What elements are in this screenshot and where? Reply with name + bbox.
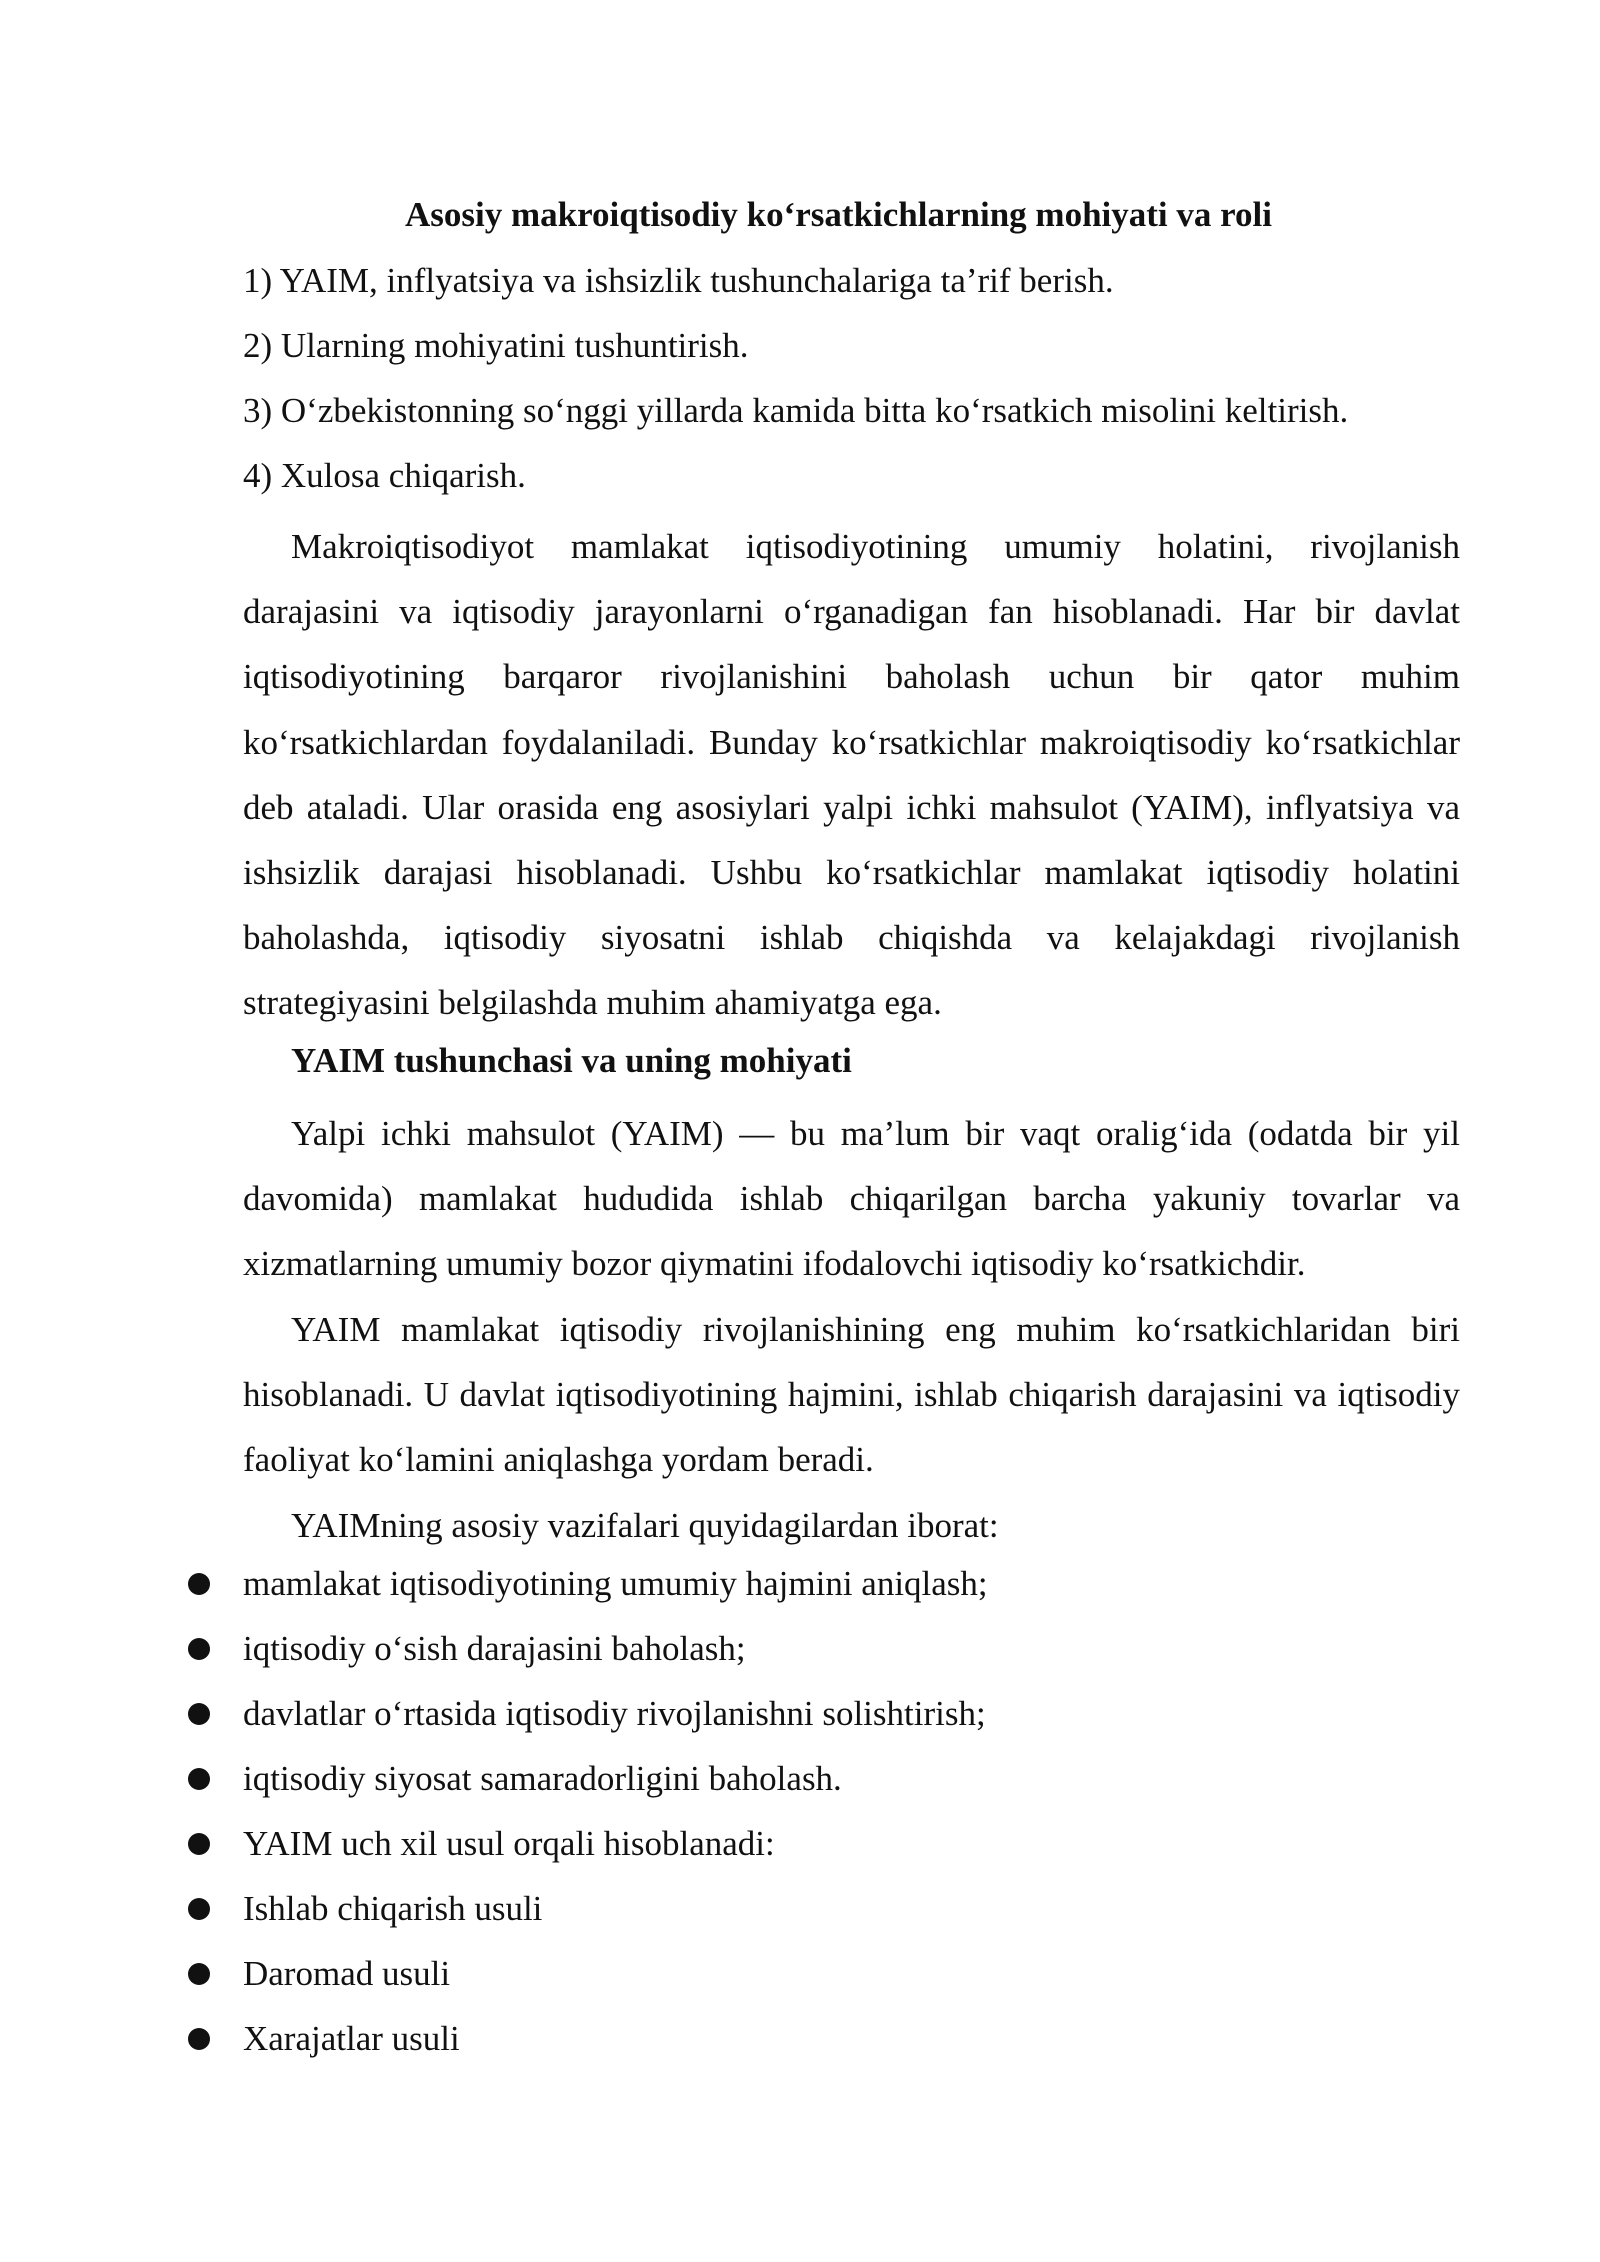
task-item-4: 4) Xulosa chiqarish. — [243, 456, 526, 495]
bullet-icon — [188, 1768, 210, 1790]
list-item-text: mamlakat iqtisodiyotining umumiy hajmini aniqlash; — [243, 1564, 988, 1603]
section-heading: YAIM tushunchasi va uning mohiyati — [291, 1041, 852, 1080]
list-item — [0, 1627, 1600, 1671]
task-item-2: 2) Ularning mohiyatini tushuntirish. — [243, 326, 749, 365]
bullet-icon — [188, 1573, 210, 1595]
definition-paragraph: Yalpi ichki mahsulot (YAIM) — bu ma’lum bir vaqt oralig‘ida (odatda bir yil davomida) mamlakat hududida ishlab chiqarilgan barcha yakuniy tovarlar va xizmatlarning umumiy bozor qiymatini ifodalovchi iqtisodiy ko‘rsatkichdir. — [243, 1114, 1460, 1284]
task-item-1: 1) YAIM, inflyatsiya va ishsizlik tushunchalariga ta’rif berish. — [243, 261, 1114, 300]
bullet-icon — [188, 1963, 210, 1985]
importance-paragraph: YAIM mamlakat iqtisodiy rivojlanishining eng muhim ko‘rsatkichlaridan biri hisoblanadi. U davlat iqtisodiyotining hajmini, ishlab chiqarish darajasini va iqtisodiy faoliyat ko‘lamini aniqlashga yordam beradi. — [243, 1310, 1460, 1480]
intro-paragraph: Makroiqtisodiyot mamlakat iqtisodiyotining umumiy holatini, rivojlanish darajasini va iqtisodiy jarayonlarni o‘rganadigan fan hisoblanadi. Har bir davlat iqtisodiyotining barqaror rivojlanishini baholash uchun bir qator muhim ko‘rsatkichlardan foydalaniladi. Bunday ko‘rsatkichlar makroiqtisodiy ko‘rsatkichlar deb ataladi. Ular orasida eng asosiylari yalpi ichki mahsulot (YAIM), inflyatsiya va ishsizlik darajasi hisoblanadi. Ushbu ko‘rsatkichlar mamlakat iqtisodiy holatini baholashda, iqtisodiy siyosatni ishlab chiqishda va kelajakdagi rivojlanish strategiyasini belgilashda muhim ahamiyatga ega. — [243, 527, 1460, 1023]
list-item — [0, 1562, 1600, 1606]
list-item — [0, 1822, 1600, 1866]
list-item-text: Xarajatlar usuli — [243, 2019, 460, 2058]
bullet-icon — [188, 1638, 210, 1660]
bullet-icon — [188, 1898, 210, 1920]
list-item — [0, 1952, 1600, 1996]
list-item-text: iqtisodiy siyosat samaradorligini baholash. — [243, 1759, 842, 1798]
bullet-icon — [188, 1833, 210, 1855]
list-item — [0, 1887, 1600, 1931]
bullet-icon — [188, 1703, 210, 1725]
list-item-text: Ishlab chiqarish usuli — [243, 1889, 543, 1928]
list-item-text: YAIM uch xil usul orqali hisoblanadi: — [243, 1824, 775, 1863]
task-item-3: 3) O‘zbekistonning so‘nggi yillarda kamida bitta ko‘rsatkich misolini keltirish. — [243, 391, 1349, 430]
list-item-text: davlatlar o‘rtasida iqtisodiy rivojlanishni solishtirish; — [243, 1694, 986, 1733]
list-item-text: iqtisodiy o‘sish darajasini baholash; — [243, 1629, 746, 1668]
list-item — [0, 1692, 1600, 1736]
functions-intro: YAIMning asosiy vazifalari quyidagilardan iborat: — [291, 1506, 999, 1545]
list-item-text: Daromad usuli — [243, 1954, 451, 1993]
document-title: Asosiy makroiqtisodiy ko‘rsatkichlarning mohiyati va roli — [405, 195, 1273, 234]
list-item — [0, 1757, 1600, 1801]
list-item — [0, 2017, 1600, 2061]
bullet-icon — [188, 2028, 210, 2050]
